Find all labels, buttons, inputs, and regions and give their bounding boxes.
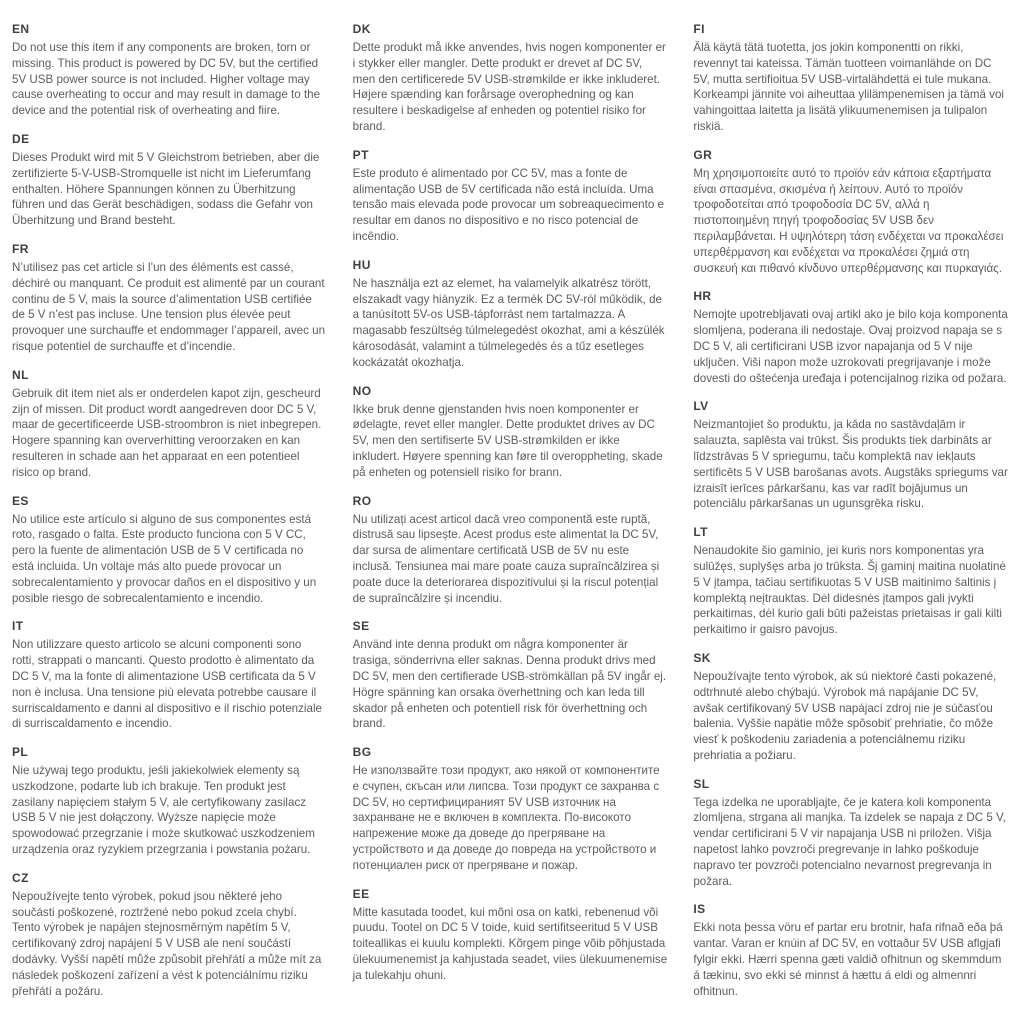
language-section-pl — [12, 745, 327, 858]
language-warning-text: Не използвайте този продукт, ако някой от компонентите е счупен, скъсан или липсва. Този продукт се захранва с DC 5V, но сертифицираният 5V USB източник на захранване не е включен в комплекта. По-високото напрежение може да доведе до прегряване на устройството и да доведе до повреда на устройството и потенциален риск от прегряване и пожар. — [352, 764, 660, 872]
language-code-heading: HR — [693, 289, 712, 304]
language-code-heading: EE — [352, 886, 370, 901]
column-middle — [353, 22, 668, 1016]
language-warning-text: Nie używaj tego produktu, jeśli jakiekolwiek elementy są uszkodzone, podarte lub ich brakuje. Ten produkt jest zasilany napięciem stałym 5 V, ale certyfikowany zasilacz USB 5 V nie jest dołączony. Wyższe napięcie może spowodować przegrzanie i może skutkować uszkodzeniem urządzenia oraz ryzykiem przegrzania i powstania pożaru. — [12, 764, 315, 857]
language-section-fr — [12, 242, 327, 355]
language-code-heading: HU — [352, 257, 371, 272]
language-code-heading: SL — [693, 776, 710, 791]
language-section-nl — [12, 368, 327, 481]
language-code-heading: EN — [12, 22, 30, 36]
language-section-se — [353, 619, 668, 732]
language-section-hu — [353, 258, 668, 371]
language-section-lt — [693, 525, 1008, 638]
language-warning-text: Dette produkt må ikke anvendes, hvis nogen komponenter er i stykker eller mangler. Dette produkt er drevet af DC 5V, men den certificerede 5V USB-strømkilde er ikke inkluderet. Højere spænding kan forårsage overophedning og kan resultere i beskadigelse af enheden og potentiel risiko for brand. — [352, 41, 666, 133]
language-section-fi — [693, 22, 1008, 135]
language-code-heading: GR — [693, 147, 713, 162]
language-warning-text: Nenaudokite šio gaminio, jei kuris nors komponentas yra sulūžęs, suplyšęs arba jo trūksta. Šį gaminį maitina nuolatinė 5 V įtampa, tačiau sertifikuotas 5 V USB maitinimo šaltinis į komplektą neįtrauktas. Dėl didesnės įtampos gali įvykti perkaitimas, dėl kurio gali būti pažeistas prietaisas ir gali kilti perkaitimo ir gaisro pavojus. — [693, 544, 1006, 637]
language-section-cz — [12, 871, 327, 1000]
language-warning-text: No utilice este artículo si alguno de sus componentes está roto, rasgado o falta. Este producto funciona con 5 V CC, pero la fuente de alimentación USB de 5 V certificada no está incluida. Un voltaje más alto puede provocar un sobrecalentamiento y provocar daños en el dispositivo y un posible riesgo de sobrecalentamiento e incendio. — [12, 512, 317, 605]
language-section-pt — [353, 148, 668, 245]
language-warning-text: Este produto é alimentado por CC 5V, mas a fonte de alimentação USB de 5V certificada não está incluída. Uma tensão mais elevada pode provocar um sobreaquecimento e resultar em danos no dispositivo e no risco potencial de incêndio. — [352, 166, 664, 243]
language-code-heading: NL — [12, 367, 29, 382]
language-code-heading: SK — [693, 650, 711, 665]
language-section-sk — [693, 651, 1008, 764]
language-section-sl — [693, 777, 1008, 890]
language-warning-text: Ekki nota þessa vöru ef partar eru brotnir, hafa rifnað eða þá vantar. Varan er knúin af DC 5V, en vottaður 5V USB aflgjafi fylgir ekki. Hærri spenna gæti valdið ofhitnun og skemmdum á tækinu, svo ekki sé minnst á hættu á eldi og almennri ofhitnun. — [693, 921, 1003, 998]
language-warning-text: Nepoužívejte tento výrobek, pokud jsou některé jeho součásti poškozené, roztržené nebo pokud zcela chybí. Tento výrobek je napájen stejnosměrným napětím 5 V, certifikovaný zdroj napájení 5 V USB ale není součástí dodávky. Vyšší napětí může způsobit přehřátí a může mít za následek poškození zařízení a vést k potenciálnímu riziku přehřátí a požáru. — [12, 889, 322, 998]
language-warning-text: Ikke bruk denne gjenstanden hvis noen komponenter er ødelagte, revet eller mangler. Dette produktet drives av DC 5V, men den sertifiserte 5V USB-strømkilden er ikke inkludert. Høyere spenning kan føre til overoppheting, skade på enheten og potensiell risiko for brann. — [352, 402, 663, 479]
language-warning-text: Nepoužívajte tento výrobok, ak sú niektoré časti pokazené, odtrhnuté alebo chýbajú. Výrobok má napájanie DC 5V, avšak certifikovaný 5V USB napájací zdroj nie je súčasťou balenia. Vyššie napätie môže spôsobiť prehriatie, čo môže viesť k poškodeniu zariadenia a potenciálnemu riziku prehriatia a požiaru. — [693, 669, 997, 762]
language-code-heading: LV — [693, 399, 709, 414]
column-left — [12, 22, 327, 1016]
language-section-gr — [693, 148, 1008, 277]
language-warning-text: Nu utilizați acest articol dacă vreo componentă este ruptă, distrusă sau lipsește. Acest produs este alimentat la DC 5V, dar sursa de alimentare certificată USB de 5V nu este inclusă. Tensiunea mai mare poate cauza supraîncălzirea și poate duce la deteriorarea dispozitivului și la riscul potențial de supraîncălzire și incendiu. — [352, 512, 660, 605]
language-section-it — [12, 619, 327, 732]
language-code-heading: BG — [352, 745, 372, 760]
language-warning-text: Non utilizzare questo articolo se alcuni componenti sono rotti, strappati o mancanti. Questo prodotto è alimentato da DC 5 V, ma la fonte di alimentazione USB certificata da 5 V non è inclusa. Una tensione più elevata potrebbe causare il surriscaldamento e danni al dispositivo e il rischio potenziale di surriscaldamento e incendio. — [12, 638, 322, 731]
language-code-heading: IT — [12, 619, 24, 634]
language-code-heading: RO — [352, 493, 372, 508]
language-section-de — [12, 132, 327, 229]
language-section-is — [693, 902, 1008, 999]
language-section-ee — [353, 887, 668, 984]
language-code-heading: IS — [693, 902, 706, 917]
language-section-hr — [693, 289, 1008, 386]
language-section-bg — [353, 745, 668, 874]
language-code-heading: FR — [12, 241, 29, 256]
language-code-heading: NO — [352, 383, 372, 398]
language-warning-text: Älä käytä tätä tuotetta, jos jokin komponentti on rikki, revennyt tai kateissa. Tämän tuotteen voimanlähde on DC 5V, mutta sertifioitua 5V USB-virtalähdettä ei tule mukana. Korkeampi jännite voi aiheuttaa ylilämpenemisen ja tämä voi vahingoittaa laitetta ja lisätä ylikuumenemisen ja tulipalon riskiä. — [693, 41, 1004, 133]
language-warning-text: Ne használja ezt az elemet, ha valamelyik alkatrész törött, elszakadt vagy hiányzik. Ez a termék DC 5V-ról működik, de a tanúsított 5V-os USB-tápforrást nem tartalmazza. A magasabb feszültség túlmelegedést okozhat, ami a készülék károsodását, valamint a túlmelegedés és a tűz esetleges kockázatát okozhatja. — [352, 276, 665, 369]
language-code-heading: PL — [12, 745, 29, 760]
language-section-en — [12, 22, 327, 119]
language-warning-text: N’utilisez pas cet article si l’un des éléments est cassé, déchiré ou manquant. Ce produit est alimenté par un courant continu de 5 V, mais la source d’alimentation USB certifiée de 5 V n’est pas incluse. Une tension plus élevée peut provoquer une surchauffe et endommager l’appareil, avec un risque potentiel de surchauffe et d’incendie. — [12, 260, 326, 353]
language-code-heading: ES — [12, 493, 29, 508]
language-section-es — [12, 494, 327, 607]
language-warning-text: Använd inte denna produkt om några komponenter är trasiga, sönderrivna eller saknas. Denna produkt drivs med DC 5V, men den certifierade USB-strömkällan på 5V ingår ej. Högre spänning kan orsaka överhettning och kan leda till skador på enheten och potentiell risk för överhettning och brand. — [352, 638, 667, 731]
language-code-heading: CZ — [12, 870, 29, 885]
language-section-lv — [693, 399, 1008, 512]
column-right — [693, 22, 1008, 1016]
language-warning-text: Mitte kasutada toodet, kui mõni osa on katki, rebenenud või puudu. Tootel on DC 5 V toide, kuid sertifitseeritud 5 V USB toiteallikas ei kuulu komplekti. Kõrgem pinge võib põhjustada ülekuumenemist ja kahjustada seadet, viies ülekuumenemise ja tulekahju ohuni. — [352, 905, 668, 982]
language-warning-text: Gebruik dit item niet als er onderdelen kapot zijn, gescheurd zijn of missen. Dit product wordt aangedreven door DC 5 V, maar de gecertificeerde USB-stroombron is niet inbegrepen. Hogere spanning kan oververhitting veroorzaken en kan resulteren in schade aan het apparaat en een potentieel risico op brand. — [12, 386, 322, 479]
language-code-heading: DE — [12, 131, 30, 146]
language-warning-text: Tega izdelka ne uporabljajte, če je katera koli komponenta zlomljena, strgana ali manjka. Ta izdelek se napaja z DC 5 V, vendar certificirani 5 V vir napajanja USB ni priložen. Višja napetost lahko povzroči pregrevanje in lahko poškoduje napravo ter povzroči potencialno nevarnost pregrevanja in požara. — [693, 795, 1006, 888]
language-code-heading: DK — [352, 22, 371, 36]
language-code-heading: LT — [693, 525, 708, 540]
language-code-heading: FI — [693, 22, 705, 36]
language-section-no — [353, 384, 668, 481]
language-warning-text: Do not use this item if any components are broken, torn or missing. This product is powered by DC 5V, but the certified 5V USB power source is not included. Higher voltage may cause overheating to occur and may result in damage to the device and the potential risk of overheating and fiire. — [12, 41, 321, 118]
language-code-heading: SE — [352, 619, 370, 634]
language-warning-text: Dieses Produkt wird mit 5 V Gleichstrom betrieben, aber die zertifizierte 5-V-USB-Stromquelle ist nicht im Lieferumfang enthalten. Höhere Spannungen können zu Überhitzung führen und das Gerät beschädigen, sodass die Gefahr von Überhitzung und Brand besteht. — [12, 150, 320, 228]
language-code-heading: PT — [352, 147, 369, 162]
language-section-ro — [353, 494, 668, 607]
language-warning-text: Μη χρησιμοποιείτε αυτό το προϊόν εάν κάποια εξαρτήματα είναι σπασμένα, σκισμένα ή λείπουν. Αυτό το προϊόν τροφοδοτείται από τροφοδοσία DC 5V, αλλά η πιστοποιημένη πηγή τροφοδοσίας 5V USB δεν περιλαμβάνεται. Η υψηλότερη τάση ενδέχεται να προκαλέσει υπερθέρμανση και ενδέχεται να προκαλέσει ζημιά στη συσκευή και πιθανό κίνδυνο υπερθέρμανσης και πυρκαγιάς. — [693, 166, 1004, 275]
language-warning-text: Neizmantojiet šo produktu, ja kāda no sastāvdaļām ir salauzta, saplēsta vai trūkst. Šis produkts tiek darbināts ar līdzstrāvas 5 V spriegumu, taču komplektā nav iekļauts sertificēts 5 V USB barošanas avots. Augstāks spriegums var izraisīt ierīces pārkaršanu, kas var radīt bojājumus un potenciālu pārkaršanas un ugunsgrēka risku. — [693, 418, 1008, 511]
language-section-dk — [353, 22, 668, 135]
language-warning-text: Nemojte upotrebljavati ovaj artikl ako je bilo koja komponenta slomljena, poderana ili nedostaje. Ovaj proizvod napaja se s DC 5 V, ali certificirani USB izvor napajanja od 5 V nije uključen. Viši napon može uzrokovati pregrijavanje i može dovesti do oštećenja uređaja i potencijalnog rizika od požara. — [693, 308, 1008, 385]
